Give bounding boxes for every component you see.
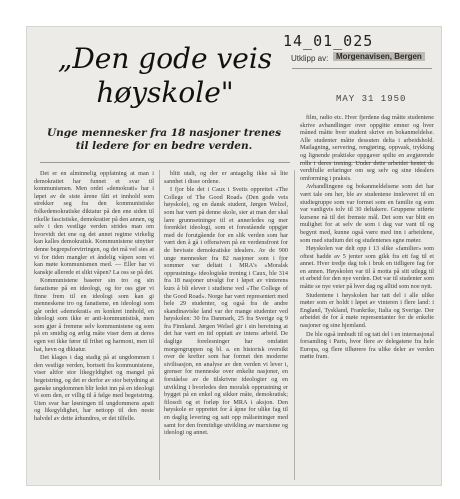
article-subheadline: Unge mennesker fra 18 nasjoner trenes til ledere for en bedre verden. [47, 127, 281, 152]
paragraph: De ble også innbudt til og tatt del i en internasjonal forsamling i Paris, hvor flere av delegatene fra hele Europa, og flere tilhørere fra ulike deler av verden møtte fram. [300, 330, 434, 361]
headline-line-1: „Den gode veis [57, 42, 273, 75]
paragraph: I fjor ble det i Caux i Sveits opprettet «The College of The Good Road» (Den gode veis høyskole), og en dansk student, Jørgen Welzel, som har vært på denne skole, sier at man der skal lære grunnsetninger til et annerledes og mer forenklet ideologi, som et forestående oppgjør med de forutgående for en slik verden som har vært den å gå i offensiven på en verdensfront for de bevisste demokratiske idealers. Av de 900 unge mennesker fra 82 nasjoner som i fjor sommer var deltatt i MRA's «Moralsk opprustning» ideologiske trening i Caux, ble 314 fra 18 nasjoner utvalgt for i løpet av vinterens kurs å bli elever i studiene ved «The College of the Good Road». Norge har vært representert med hele 29 studenter, og også fra de andre skandinaviske land var der mange studenter ved høyskolen: 30 fra Danmark, 25 fra Sverige og 9 fra Finnland. Jørgen Welsel gir i sin beretning at det har vært en tid opptatt av intens arbeid. De daglige forelesninger har omfattet morgengruppen og bl. a. en historisk oversikt over de krefter som har formet den moderne sivilisasjon, en analyse av den verden vi lever i, grenser for menneske over enkelte nasjoner, en forståelse av de tilskrivne ideologier og en utvikling i hvorledes den moralsk opprustning er bygget på en enkel og sikker måte, demokratisk; filosofi og et forløp for MRA i aksjon. Den høyskole er opprettet for å åpne for ulike fag til en daglig levering og satt opp målsetninger med samt for den fremtidige utvikling av marxisme og ideologi og annet. [164, 186, 288, 437]
article-column-3 [300, 114, 434, 480]
column-rule [294, 170, 295, 480]
paragraph: film, radio etc. Hver fjerdene dag måtte studentene skrive avhandlinger over oppgitte emner og hver måned måtte hver student skrive en bokanmeldelse. Alle studenter måtte dessuten delta i arbeidshold. Matlagning, servering, rengjøring, oppvask, trykking og lignende praktiske oppgaver spilte en avgjørende rolle i deres trening. Under dette arbeidet hentet de verdifulle erfaringer om seg selv og sine idealers omforming i praksis. [300, 114, 434, 182]
clipping-source-name: Morgenavisen, Bergen [333, 52, 425, 61]
paragraph: Det er en alminnelig oppfatning at man i demokratiet har funnet et svar til kommunismen. Men ordet «demokrati» har i løpet av de siste årene fått et innhold som strekker seg fra den kommunistiske folkedemokratiske diktatur på den ene siden til rikelle fascistiske, demokratier på den annen, og selv i den vestlige verden strides man om hvorvidt det ene og det annet regime virkelig kan kalles demokratisk. Kommunistene utnytter denne begrepsforvirringen, og det må vel sies at vi for tiden mangler et åndelig våpen som vi kan møte kommunismen med. — Eller har vi kanskje allerede et slikt våpen? La oss se på det. [34, 170, 154, 276]
handwritten-archive-code: 14_01_025 [283, 32, 374, 50]
article-headline [34, 42, 296, 110]
paragraph: Avhandlingene og bokanmeldelsene som det har vært tale om her, ble av studentene innleveret til en studiegruppe som var formet som en familie og som var vanligvis tolv til 30 deltakere. Gruppene utførte kursene nå til det fremste mål. Det som var blitt en mulighet for at selv de som i dag var vant til og begynt med, kunne også være med inn i arbeidene, som med studium det og studentenes egne møter. [300, 183, 434, 244]
clipping-date-stamp: MAY 31 1950 [336, 94, 407, 104]
headline-line-2: høyskole" [96, 76, 234, 109]
paragraph: Det klages i dag stadig på at ungdommen i den vestlige verden, bortsett fra kommunistene, viser altfor stor likegyldighet og mangel på begeistring, og det er derfor av stor betydning at ganske ungdommen blir ledet inn på en ideologi vi som den, er villig til å følge med begeistring. Uten svar har løsningen til ungdommens apati og likegyldighet, har nettopp til den neste halvdel av dette århundres, er det tilfelle. [34, 354, 154, 422]
column-rule [159, 170, 160, 480]
clipping-source-label: Utklipp av: [291, 54, 329, 63]
article-column-2 [164, 170, 288, 480]
headline-divider [40, 162, 290, 163]
article-column-1 [34, 170, 154, 480]
paragraph: Kommunistene baserer sin tro og sin fanatisme på en ideologi, og for oss gjør vi finne frem til en ideologi som kan gi menneskene tro og fanatisme, en ideologi som går ordet «demokrati» en konkret innhold, en ideologi som ikke er anti-kommunistisk, men som gjør å fremme selv kommunistene og som på en smidig og ærlig måte viser dem at deres egen vei ikke fører til frihet og harmoni, men til hat, hevn og diktatur. [34, 277, 154, 353]
paragraph: Høyskolen var delt opp i 13 slike «familier» som oftest hadde av 5 jenter som gikk fra ett fag til et annet. Hver tredje dag tok i bruk en tidligere fag for en annen. Høyskolen var til å motta på sitt utlegg til et arbeid for den nye verden. Det var til studenter som måtte se nye veier på hver dag og alltid som noe nytt. [300, 245, 434, 291]
paragraph: blitt utalt, og der er antagelig ikke så lite sannhet i disse ordene. [164, 170, 288, 185]
paragraph: Studentene i høyskolen har tatt del i alle ulike møter som er holdt i løpet av vinteren i flere land: i England, Tyskland, Frankrike, Italia og Sverige. Der arbeidet de for å møte representanter for de enkelte nasjoner og sine hjemland. [300, 291, 434, 330]
stamp-divider [292, 68, 432, 69]
